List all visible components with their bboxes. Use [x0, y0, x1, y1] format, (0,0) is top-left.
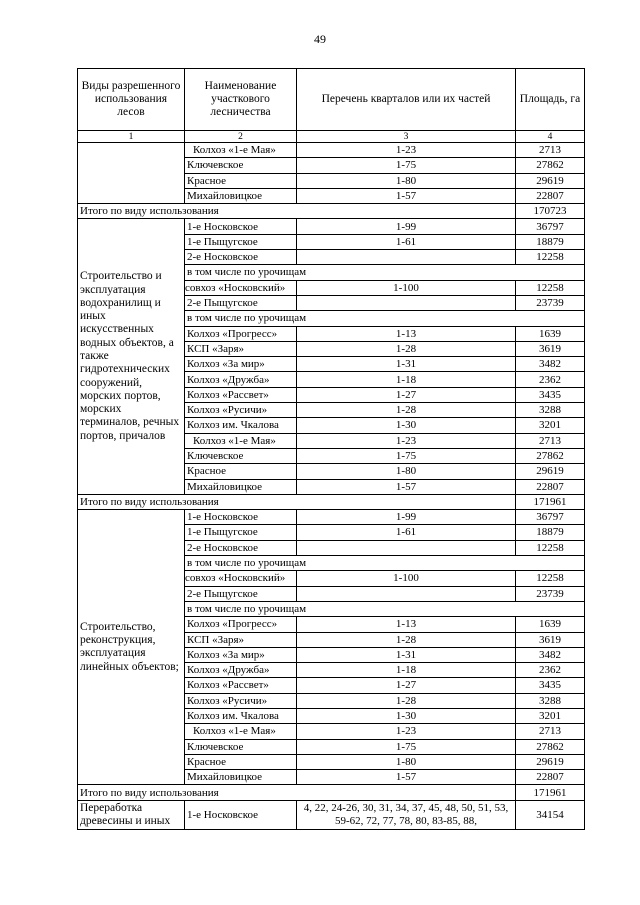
forestry-name: 1-е Носковское	[185, 510, 297, 525]
area-cell: 27862	[516, 158, 585, 173]
area-cell: 36797	[516, 219, 585, 234]
forestry-name: Ключевское	[185, 448, 297, 463]
area-cell: 23739	[516, 295, 585, 310]
total-value: 171961	[516, 494, 585, 509]
forestry-name: Красное	[185, 754, 297, 769]
quarters-cell: 1-28	[297, 341, 516, 356]
quarters-cell: 1-18	[297, 372, 516, 387]
quarters-cell: 1-30	[297, 418, 516, 433]
quarters-cell: 1-27	[297, 387, 516, 402]
quarters-cell: 1-23	[297, 143, 516, 158]
quarters-cell: 1-13	[297, 617, 516, 632]
forestry-name: Ключевское	[185, 739, 297, 754]
column-number: 3	[297, 131, 516, 143]
quarters-cell: 1-31	[297, 357, 516, 372]
forestry-name: Красное	[185, 173, 297, 188]
area-cell: 3201	[516, 418, 585, 433]
forestry-name: 1-е Носковское	[185, 800, 297, 829]
table-row	[78, 219, 585, 234]
forestry-name: Колхоз «Русичи»	[185, 693, 297, 708]
forestry-name: Колхоз «1-е Мая»	[185, 433, 297, 448]
total-row	[78, 204, 585, 219]
quarters-cell: 1-61	[297, 234, 516, 249]
area-cell: 27862	[516, 739, 585, 754]
use-type-label: Строительство и эксплуатация водохранилищ и иных искусственных водных объектов, а также гидротехнических сооружений, морских портов, морских терминалов, речных портов, причалов	[78, 219, 185, 494]
total-row	[78, 785, 585, 800]
area-cell: 3288	[516, 693, 585, 708]
area-cell: 3288	[516, 403, 585, 418]
total-label: Итого по виду использования	[78, 204, 516, 219]
forestry-name: Колхоз «Прогресс»	[185, 326, 297, 341]
quarters-cell: 1-80	[297, 754, 516, 769]
quarters-cell: 1-57	[297, 479, 516, 494]
forestry-name: 1-е Пыщугское	[185, 234, 297, 249]
forestry-name: 2-е Пыщугское	[185, 295, 297, 310]
area-cell: 12258	[516, 280, 585, 295]
quarters-cell: 1-100	[297, 571, 516, 586]
forestry-name: Колхоз «Рассвет»	[185, 678, 297, 693]
subgroup-note: в том числе по урочищам	[185, 311, 585, 326]
forestry-name: Колхоз «Русичи»	[185, 403, 297, 418]
table-row	[78, 510, 585, 525]
quarters-cell: 1-80	[297, 464, 516, 479]
subgroup-note: в том числе по урочищам	[185, 556, 585, 571]
area-cell: 3482	[516, 357, 585, 372]
quarters-cell: 1-13	[297, 326, 516, 341]
forestry-name: 1-е Пыщугское	[185, 525, 297, 540]
quarters-cell	[297, 295, 516, 310]
column-number: 1	[78, 131, 185, 143]
column-number: 2	[185, 131, 297, 143]
forestry-name: Колхоз «За мир»	[185, 647, 297, 662]
header-quarters: Перечень кварталов или их частей	[297, 69, 516, 131]
area-cell: 3201	[516, 708, 585, 723]
forestry-name: Колхоз «1-е Мая»	[185, 724, 297, 739]
quarters-cell	[297, 250, 516, 265]
table-row	[78, 143, 585, 158]
forestry-name: Колхоз «Дружба»	[185, 372, 297, 387]
forestry-name: КСП «Заря»	[185, 632, 297, 647]
area-cell: 3619	[516, 341, 585, 356]
quarters-cell: 1-80	[297, 173, 516, 188]
quarters-cell: 1-61	[297, 525, 516, 540]
area-cell: 12258	[516, 250, 585, 265]
area-cell: 22807	[516, 479, 585, 494]
forestry-name: совхоз «Носковский»	[185, 280, 297, 295]
area-cell: 12258	[516, 540, 585, 555]
total-row	[78, 494, 585, 509]
use-type-label: Строительство, реконструкция, эксплуатация линейных объектов;	[78, 510, 185, 785]
quarters-cell: 1-28	[297, 403, 516, 418]
area-cell: 22807	[516, 188, 585, 203]
area-cell: 2362	[516, 663, 585, 678]
area-cell: 3482	[516, 647, 585, 662]
quarters-cell: 1-99	[297, 219, 516, 234]
forest-use-table	[77, 68, 585, 830]
forestry-name: 2-е Пыщугское	[185, 586, 297, 601]
forestry-name: КСП «Заря»	[185, 341, 297, 356]
forestry-name: 2-е Носковское	[185, 250, 297, 265]
area-cell: 2713	[516, 433, 585, 448]
area-cell: 29619	[516, 754, 585, 769]
subgroup-note: в том числе по урочищам	[185, 601, 585, 616]
total-value: 171961	[516, 785, 585, 800]
area-cell: 34154	[516, 800, 585, 829]
forestry-name: 2-е Носковское	[185, 540, 297, 555]
quarters-cell: 1-75	[297, 448, 516, 463]
quarters-cell: 1-100	[297, 280, 516, 295]
quarters-cell	[297, 586, 516, 601]
forestry-name: 1-е Носковское	[185, 219, 297, 234]
quarters-cell: 1-75	[297, 739, 516, 754]
quarters-cell: 1-23	[297, 724, 516, 739]
header-forestry: Наименование участкового лесничества	[185, 69, 297, 131]
forestry-name: Михайловицкое	[185, 479, 297, 494]
quarters-cell: 1-57	[297, 770, 516, 785]
area-cell: 18879	[516, 525, 585, 540]
quarters-cell: 1-99	[297, 510, 516, 525]
column-number-row	[78, 131, 585, 143]
table-row	[78, 800, 585, 829]
area-cell: 2713	[516, 724, 585, 739]
forestry-name: Михайловицкое	[185, 188, 297, 203]
area-cell: 3435	[516, 678, 585, 693]
area-cell: 1639	[516, 326, 585, 341]
area-cell: 3619	[516, 632, 585, 647]
quarters-cell: 1-28	[297, 632, 516, 647]
quarters-cell: 4, 22, 24-26, 30, 31, 34, 37, 45, 48, 50, 51, 53, 59-62, 72, 77, 78, 80, 83-85, 88,	[297, 800, 516, 829]
quarters-cell: 1-18	[297, 663, 516, 678]
area-cell: 22807	[516, 770, 585, 785]
area-cell: 18879	[516, 234, 585, 249]
area-cell: 3435	[516, 387, 585, 402]
quarters-cell: 1-30	[297, 708, 516, 723]
header-area: Площадь, га	[516, 69, 585, 131]
forestry-name: Колхоз им. Чкалова	[185, 418, 297, 433]
forestry-name: Колхоз «Дружба»	[185, 663, 297, 678]
forestry-name: Колхоз им. Чкалова	[185, 708, 297, 723]
column-number: 4	[516, 131, 585, 143]
quarters-cell: 1-75	[297, 158, 516, 173]
forestry-name: Ключевское	[185, 158, 297, 173]
area-cell: 1639	[516, 617, 585, 632]
quarters-cell: 1-57	[297, 188, 516, 203]
forestry-name: Колхоз «Прогресс»	[185, 617, 297, 632]
use-type-label: Переработка древесины и иных	[78, 800, 185, 829]
forestry-name: Красное	[185, 464, 297, 479]
total-label: Итого по виду использования	[78, 494, 516, 509]
quarters-cell: 1-27	[297, 678, 516, 693]
area-cell: 27862	[516, 448, 585, 463]
area-cell: 12258	[516, 571, 585, 586]
forestry-name: совхоз «Носковский»	[185, 571, 297, 586]
quarters-cell: 1-23	[297, 433, 516, 448]
area-cell: 2362	[516, 372, 585, 387]
forestry-name: Михайловицкое	[185, 770, 297, 785]
quarters-cell: 1-28	[297, 693, 516, 708]
area-cell: 23739	[516, 586, 585, 601]
total-value: 170723	[516, 204, 585, 219]
use-type-cell	[78, 143, 185, 204]
area-cell: 29619	[516, 173, 585, 188]
total-label: Итого по виду использования	[78, 785, 516, 800]
quarters-cell	[297, 540, 516, 555]
table-header-row	[78, 69, 585, 131]
forestry-name: Колхоз «За мир»	[185, 357, 297, 372]
area-cell: 36797	[516, 510, 585, 525]
area-cell: 2713	[516, 143, 585, 158]
quarters-cell: 1-31	[297, 647, 516, 662]
header-use-type: Виды разрешенного использования лесов	[78, 69, 185, 131]
page-number: 49	[314, 32, 326, 46]
subgroup-note: в том числе по урочищам	[185, 265, 585, 280]
forestry-name: Колхоз «1-е Мая»	[185, 143, 297, 158]
area-cell: 29619	[516, 464, 585, 479]
forestry-name: Колхоз «Рассвет»	[185, 387, 297, 402]
